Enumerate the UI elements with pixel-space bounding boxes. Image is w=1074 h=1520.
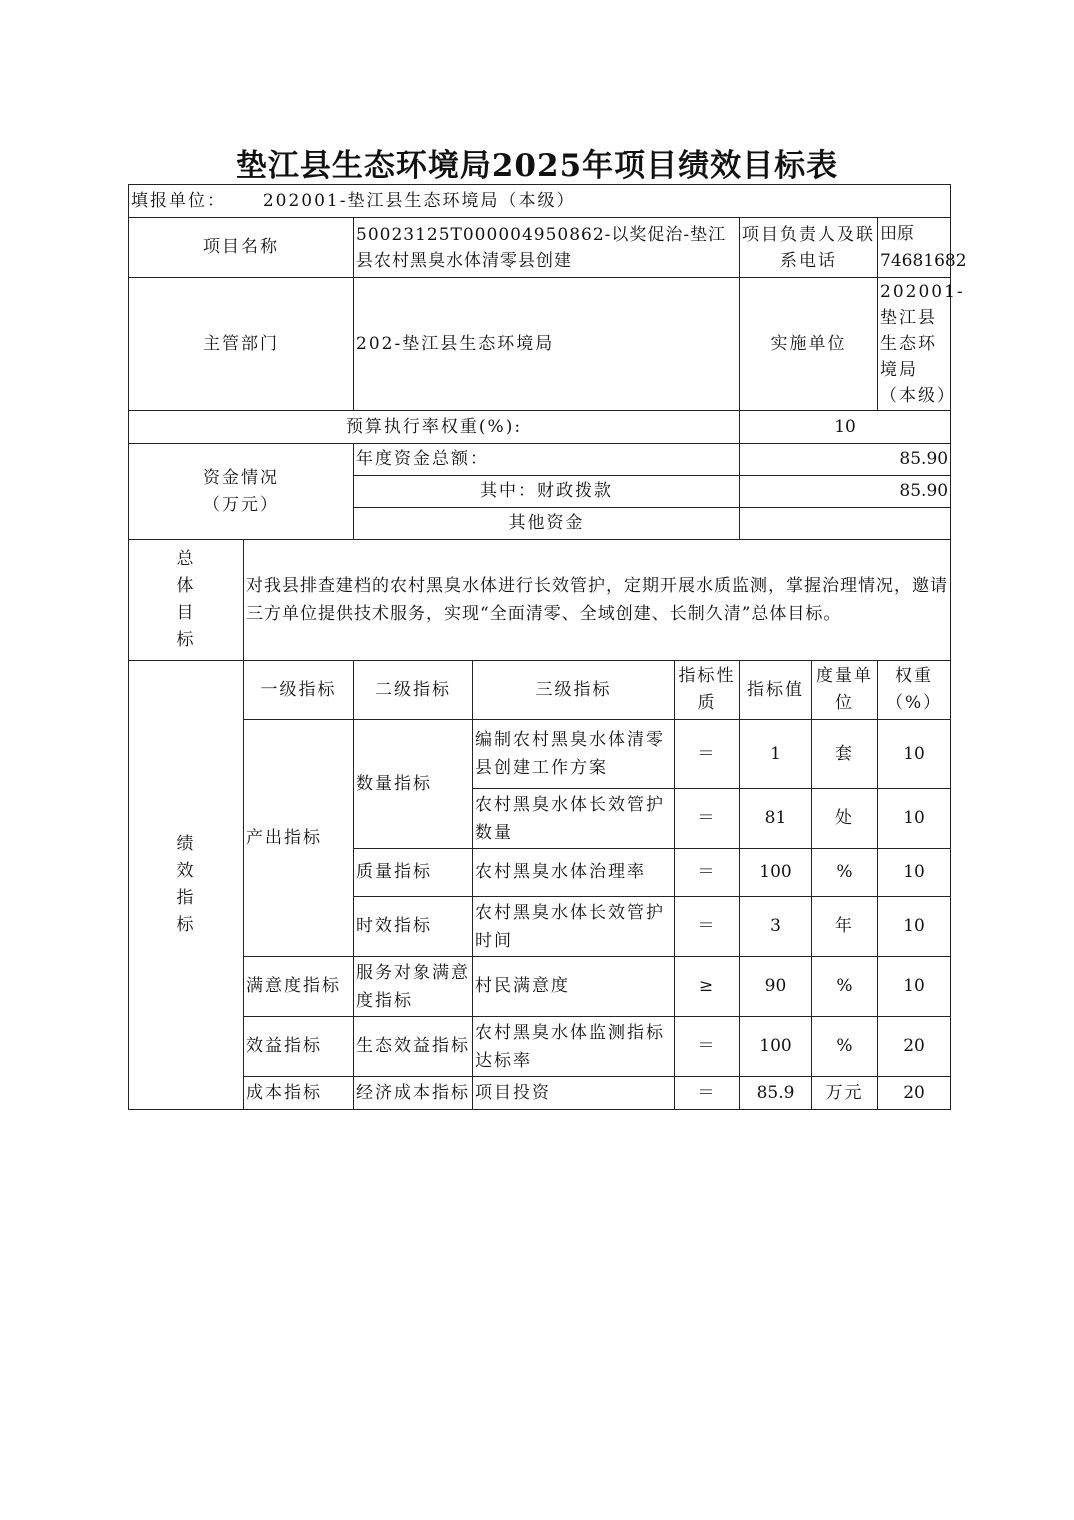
project-contact-label: 项目负责人及联系电话 bbox=[740, 218, 878, 278]
indicator-unit: 处 bbox=[812, 789, 878, 849]
funds-label bbox=[129, 444, 354, 540]
budget-weight-label: 预算执行率权重(%): bbox=[129, 411, 740, 444]
indicator-name: 村民满意度 bbox=[473, 957, 675, 1017]
project-name-value: 50023125T000004950862-以奖促治-垫江县农村黑臭水体清零县创建 bbox=[354, 218, 740, 278]
indicator-name: 农村黑臭水体长效管护时间 bbox=[473, 897, 675, 957]
level2-timeliness: 时效指标 bbox=[354, 897, 473, 957]
indicator-weight: 10 bbox=[878, 897, 951, 957]
indicator-value: 100 bbox=[740, 849, 812, 897]
level2-quality: 质量指标 bbox=[354, 849, 473, 897]
funds-label-line2: （万元） bbox=[203, 494, 279, 515]
indicator-value: 1 bbox=[740, 720, 812, 789]
funds-total-value: 85.90 bbox=[740, 444, 951, 476]
col-header-unit: 度量单位 bbox=[812, 661, 878, 720]
indicator-nature: ＝ bbox=[675, 789, 740, 849]
level1-cost: 成本指标 bbox=[244, 1077, 354, 1110]
goal-label-char: 标 bbox=[176, 630, 196, 650]
indicator-weight: 20 bbox=[878, 1077, 951, 1110]
indicator-name: 编制农村黑臭水体清零县创建工作方案 bbox=[473, 720, 675, 789]
indicator-name: 农村黑臭水体治理率 bbox=[473, 849, 675, 897]
dept-label: 主管部门 bbox=[129, 278, 354, 411]
indicator-nature: ＝ bbox=[675, 1017, 740, 1077]
col-header-nature: 指标性质 bbox=[675, 661, 740, 720]
funds-total-label: 年度资金总额： bbox=[354, 444, 740, 476]
funds-other-label: 其他资金 bbox=[354, 508, 740, 540]
indicator-name: 项目投资 bbox=[473, 1077, 675, 1110]
overall-goal-label bbox=[129, 540, 244, 661]
indicator-nature: ≥ bbox=[675, 957, 740, 1017]
col-header-level2: 二级指标 bbox=[354, 661, 473, 720]
fill-unit-label: 填报单位： bbox=[131, 190, 226, 211]
level2-quantity: 数量指标 bbox=[354, 720, 473, 849]
indicator-weight: 10 bbox=[878, 720, 951, 789]
page-title: 垫江县生态环境局2025年项目绩效目标表 bbox=[235, 148, 839, 184]
indicator-unit: % bbox=[812, 1017, 878, 1077]
table-row bbox=[129, 1077, 951, 1110]
indicator-value: 3 bbox=[740, 897, 812, 957]
col-header-level1: 一级指标 bbox=[244, 661, 354, 720]
indicators-label-char: 指 bbox=[176, 888, 196, 908]
indicator-nature: ＝ bbox=[675, 849, 740, 897]
impl-unit-label: 实施单位 bbox=[740, 278, 878, 411]
table-row bbox=[129, 1017, 951, 1077]
dept-value: 202-垫江县生态环境局 bbox=[354, 278, 740, 411]
indicator-name: 农村黑臭水体监测指标达标率 bbox=[473, 1017, 675, 1077]
indicator-nature: ＝ bbox=[675, 897, 740, 957]
indicator-unit: 万元 bbox=[812, 1077, 878, 1110]
indicator-unit: % bbox=[812, 849, 878, 897]
project-contact-value: 田原 74681682 bbox=[878, 218, 951, 278]
funds-other-value bbox=[740, 508, 951, 540]
indicator-value: 85.9 bbox=[740, 1077, 812, 1110]
indicators-label bbox=[129, 661, 244, 1110]
indicator-value: 81 bbox=[740, 789, 812, 849]
indicators-label-char: 效 bbox=[176, 861, 196, 881]
indicator-weight: 20 bbox=[878, 1017, 951, 1077]
indicator-unit: % bbox=[812, 957, 878, 1017]
indicators-label-char: 标 bbox=[176, 915, 196, 935]
fill-unit-value: 202001-垫江县生态环境局（本级） bbox=[262, 190, 576, 211]
funds-fiscal-label: 其中：财政拨款 bbox=[354, 476, 740, 508]
project-name-label: 项目名称 bbox=[129, 218, 354, 278]
overall-goal-text: 对我县排查建档的农村黑臭水体进行长效管护，定期开展水质监测，掌握治理情况，邀请三方单位提供技术服务，实现“全面清零、全域创建、长制久清”总体目标。 bbox=[244, 540, 951, 661]
table-row bbox=[129, 720, 951, 789]
indicator-nature: ＝ bbox=[675, 1077, 740, 1110]
indicator-weight: 10 bbox=[878, 849, 951, 897]
goal-label-char: 目 bbox=[176, 603, 196, 623]
indicator-weight: 10 bbox=[878, 957, 951, 1017]
indicator-unit: 年 bbox=[812, 897, 878, 957]
impl-unit-value: 202001-垫江县生态环境局（本级） bbox=[878, 278, 951, 411]
col-header-level3: 三级指标 bbox=[473, 661, 675, 720]
indicator-weight: 10 bbox=[878, 789, 951, 849]
indicator-value: 100 bbox=[740, 1017, 812, 1077]
col-header-value: 指标值 bbox=[740, 661, 812, 720]
level1-output: 产出指标 bbox=[244, 720, 354, 957]
goal-label-char: 体 bbox=[176, 576, 196, 596]
level2-eco: 生态效益指标 bbox=[354, 1017, 473, 1077]
level1-benefit: 效益指标 bbox=[244, 1017, 354, 1077]
indicators-label-char: 绩 bbox=[176, 834, 196, 854]
col-header-weight: 权重（%） bbox=[878, 661, 951, 720]
table-row bbox=[129, 957, 951, 1017]
goal-label-char: 总 bbox=[176, 549, 196, 569]
level1-satisfaction: 满意度指标 bbox=[244, 957, 354, 1017]
budget-weight-value: 10 bbox=[740, 411, 951, 444]
funds-label-line1: 资金情况 bbox=[203, 467, 279, 488]
funds-fiscal-value: 85.90 bbox=[740, 476, 951, 508]
indicator-value: 90 bbox=[740, 957, 812, 1017]
level2-service: 服务对象满意度指标 bbox=[354, 957, 473, 1017]
performance-target-table bbox=[128, 184, 967, 1110]
level2-economic: 经济成本指标 bbox=[354, 1077, 473, 1110]
fill-unit-row bbox=[129, 185, 951, 218]
indicator-nature: ＝ bbox=[675, 720, 740, 789]
indicator-name: 农村黑臭水体长效管护数量 bbox=[473, 789, 675, 849]
indicator-unit: 套 bbox=[812, 720, 878, 789]
